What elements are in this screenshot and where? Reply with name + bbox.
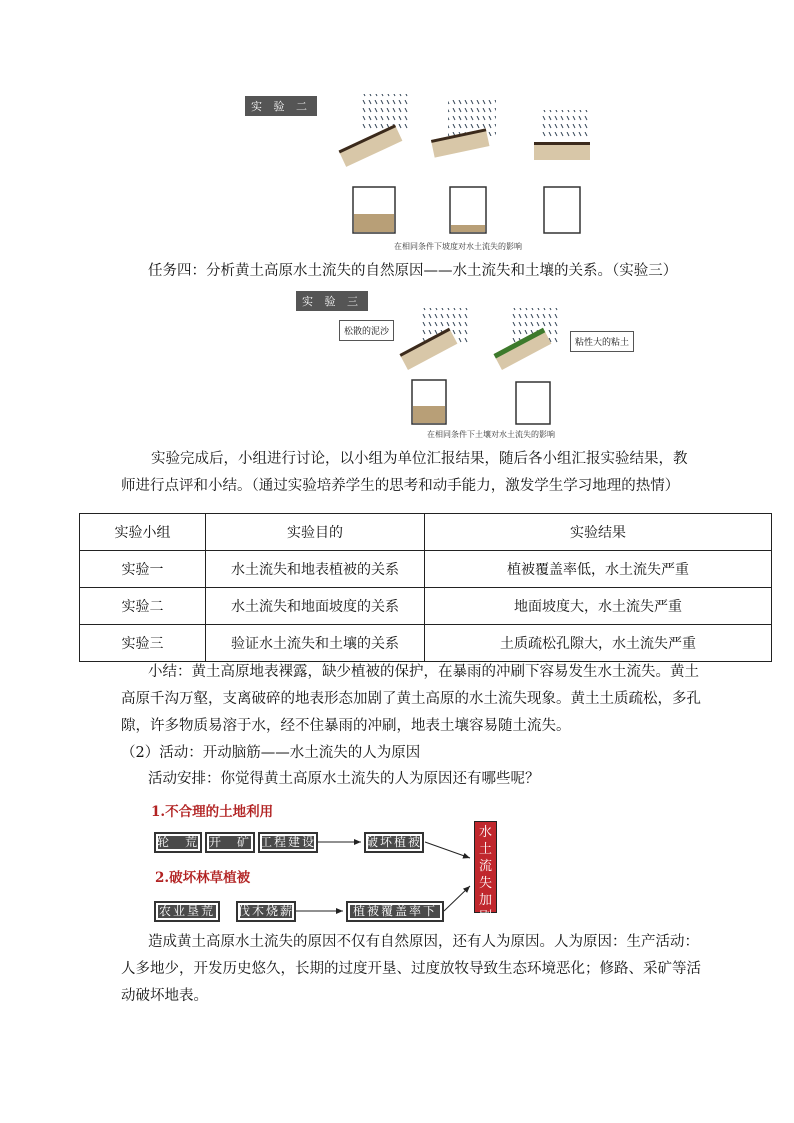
table-cell: 验证水土流失和土壤的关系 [206,625,425,662]
experiment-2-caption: 在相同条件下坡度对水土流失的影响 [394,242,522,251]
conclusion-line-2: 人多地少，开发历史悠久，长期的过度开垦、过度放牧导致生态环境恶化；修路、采矿等活 [121,961,701,977]
label-loose-sand: 松散的泥沙 [339,320,394,341]
arrow-icon [425,842,470,858]
experiment-3-caption: 在相同条件下土壤对水土流失的影响 [427,430,555,439]
table-cell: 土质疏松孔隙大，水土流失严重 [425,625,772,662]
table-cell: 水土流失和地面坡度的关系 [206,588,425,625]
flow-box-coverage-drop: 植被覆盖率下降 [347,902,443,921]
table-cell: 实验二 [80,588,206,625]
discussion-line-2: 师进行点评和小结。（通过实验培养学生的思考和动手能力，激发学生学习地理的热情） [121,478,680,494]
experiment-2-tag: 实 验 二 [245,96,317,116]
summary-line-3: 隙，许多物质易溶于水，经不住暴雨的冲刷，地表土壤容易随土流失。 [121,718,571,734]
table-header-cell: 实验目的 [206,514,425,551]
table-cell: 水土流失和地表植被的关系 [206,551,425,588]
conclusion-line-1: 造成黄土高原水土流失的原因不仅有自然原因，还有人为原因。人为原因：生产活动： [148,934,699,950]
result-box-erosion-intensified: 水土流失加剧 [474,821,497,913]
flow-box-mining: 开 矿 [206,833,254,852]
label-sticky-clay: 粘性大的粘土 [570,331,634,352]
activity-title: （2）活动：开动脑筋——水土流失的人为原因 [121,745,421,761]
flow-box-construction: 工程建设 [259,833,317,852]
flow-box-rotation: 轮 荒 [155,833,201,852]
flow-heading-2: 2.破坏林草植被 [155,870,251,886]
table-header-cell: 实验小组 [80,514,206,551]
summary-line-2: 高原千沟万壑，支离破碎的地表形态加剧了黄土高原的水土流失现象。黄土土质疏松，多孔 [121,691,701,707]
flow-heading-1: 1.不合理的土地利用 [151,804,274,820]
conclusion-line-3: 动破坏地表。 [121,988,208,1004]
table-cell: 实验三 [80,625,206,662]
table-cell: 植被覆盖率低，水土流失严重 [425,551,772,588]
flow-box-damage-vegetation: 破坏植被 [365,833,423,852]
table-cell: 地面坡度大，水土流失严重 [425,588,772,625]
summary-line-1: 小结：黄土高原地表裸露，缺少植被的保护，在暴雨的冲刷下容易发生水土流失。黄土 [148,664,699,680]
table-header-cell: 实验结果 [425,514,772,551]
arrow-icon [444,886,470,911]
task4-heading: 任务四：分析黄土高原水土流失的自然原因——水土流失和土壤的关系。（实验三） [148,263,678,279]
flow-box-farming: 农业垦荒 [155,902,219,921]
table-cell: 实验一 [80,551,206,588]
activity-arrange: 活动安排：你觉得黄土高原水土流失的人为原因还有哪些呢？ [148,771,540,787]
experiment-3-tag: 实 验 三 [296,291,368,311]
discussion-line-1: 实验完成后，小组进行讨论，以小组为单位汇报结果，随后各小组汇报实验结果，教 [151,451,688,467]
flow-box-logging: 伐木烧薪 [237,902,295,921]
